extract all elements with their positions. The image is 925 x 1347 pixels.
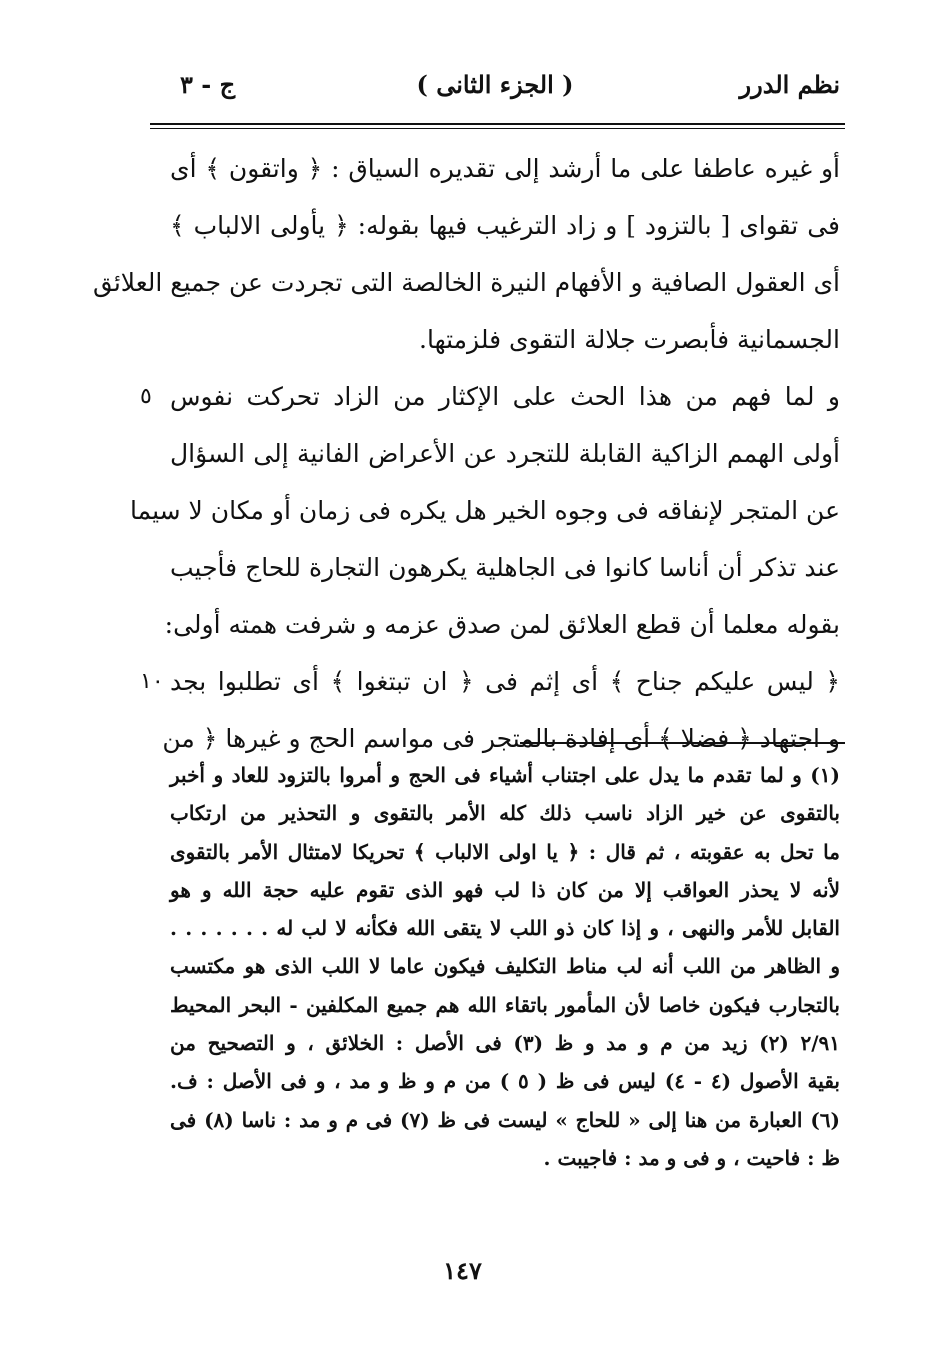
text-line: أولى الهمم الزاكية القابلة للتجرد عن الأعراض الفانية إلى السؤال (170, 439, 840, 468)
text-line: ٥ و لما فهم من هذا الحث على الإكثار من الزاد تحركت نفوس (150, 368, 840, 425)
footnote-line: القابل للأمر والنهى ، و إذا كان ذو اللب لا يتقى الله فكأنه لا لب له . . . . . . . (170, 916, 840, 941)
footnote-line: ظ : فاحيت ، و فى و مد : فاجيبت . (543, 1145, 840, 1170)
text-line: الجسمانية فأبصرت جلالة التقوى فلزمتها. (419, 325, 840, 354)
text-line: ١٠ ﴿ ليس عليكم جناح ﴾ أى إثم فى ﴿ ان تبتغوا ﴾ أى تطلبوا بجد (150, 653, 840, 710)
footnote-separator (520, 742, 845, 744)
main-text (93, 140, 840, 767)
footnote-line: و الظاهر من اللب أنه لب مناط التكليف فيكون عاما لا اللب الذى هو مكتسب (170, 954, 840, 979)
text-line: بقوله معلما أن قطع العلائق لمن صدق عزمه و شرفت همته أولى: (164, 610, 840, 639)
page-number: ١٤٧ (443, 1256, 482, 1285)
text-line: و اجتهاد ﴿ فضلا ﴾ أى إفادة بالمتجر فى مواسم الحج و غيرها ﴿ من (162, 724, 840, 753)
line-number: ١٠ (140, 669, 164, 694)
footnote-line: بقية الأصول (٤ - ٤) ليس فى ظ ( ٥ ) من م و ظ و مد ، و فى الأصل : ف. (170, 1069, 841, 1094)
footnote-line: (٦) العبارة من هنا إلى « للحاج » ليست فى ظ (٧) فى م و مد : ناسا (٨) فى (170, 1107, 841, 1132)
header-rule-thin (150, 128, 845, 129)
footnote-line: ما تحل به عقوبته ، ثم قال : ﴿ يا اولى الالباب ﴾ تحريكا لامتثال الأمر بالتقوى (170, 839, 840, 864)
part-label: ( الجزء الثانى ) (416, 70, 574, 99)
footnote-line: (١) و لما تقدم ما يدل على اجتناب أشياء فى الحج و أمروا بالتزود للعاد و أخبر (170, 763, 840, 787)
volume-label: ج - ٣ (180, 70, 236, 99)
book-title: نظم الدرر (739, 70, 840, 99)
running-header (150, 70, 840, 110)
text-line: عن المتجر لإنفاقه فى وجوه الخير هل يكره فى زمان أو مكان لا سيما (130, 496, 840, 525)
text-line: فى تقواى [ بالتزود ] و زاد الترغيب فيها بقوله: ﴿ يأولى الالباب ﴾ (170, 211, 840, 240)
line-number: ٥ (140, 384, 152, 409)
footnote-line: بالتجارب فيكون خاصا لأن المأمور باتقاء الله هم جميع المكلفين - البحر المحيط (170, 992, 840, 1017)
header-rule (150, 123, 845, 125)
footnote-line: ٢/٩١ (٢) زيد من م و مد و ظ (٣) فى الأصل : الخلائق ، و التصحيح من (170, 1031, 840, 1056)
text-line: عند تذكر أن أناسا كانوا فى الجاهلية يكرهون التجارة للحاج فأجيب (170, 553, 840, 582)
footnote-line: لأنه لا يحذر العواقب إلا من كان ذا لب فهو الذى تقوم عليه حجة الله و هو (170, 877, 840, 902)
text-line: أو غيره عاطفا على ما أرشد إلى تقديره السياق : ﴿ واتقون ﴾ أى (170, 154, 840, 183)
footnotes (170, 756, 840, 1177)
footnote-line: بالتقوى عن خير الزاد ناسب ذلك كله الأمر بالتقوى و التحذير من ارتكاب (170, 801, 840, 826)
text-line: أى العقول الصافية و الأفهام النيرة الخالصة التى تجردت عن جميع العلائق (93, 268, 840, 297)
